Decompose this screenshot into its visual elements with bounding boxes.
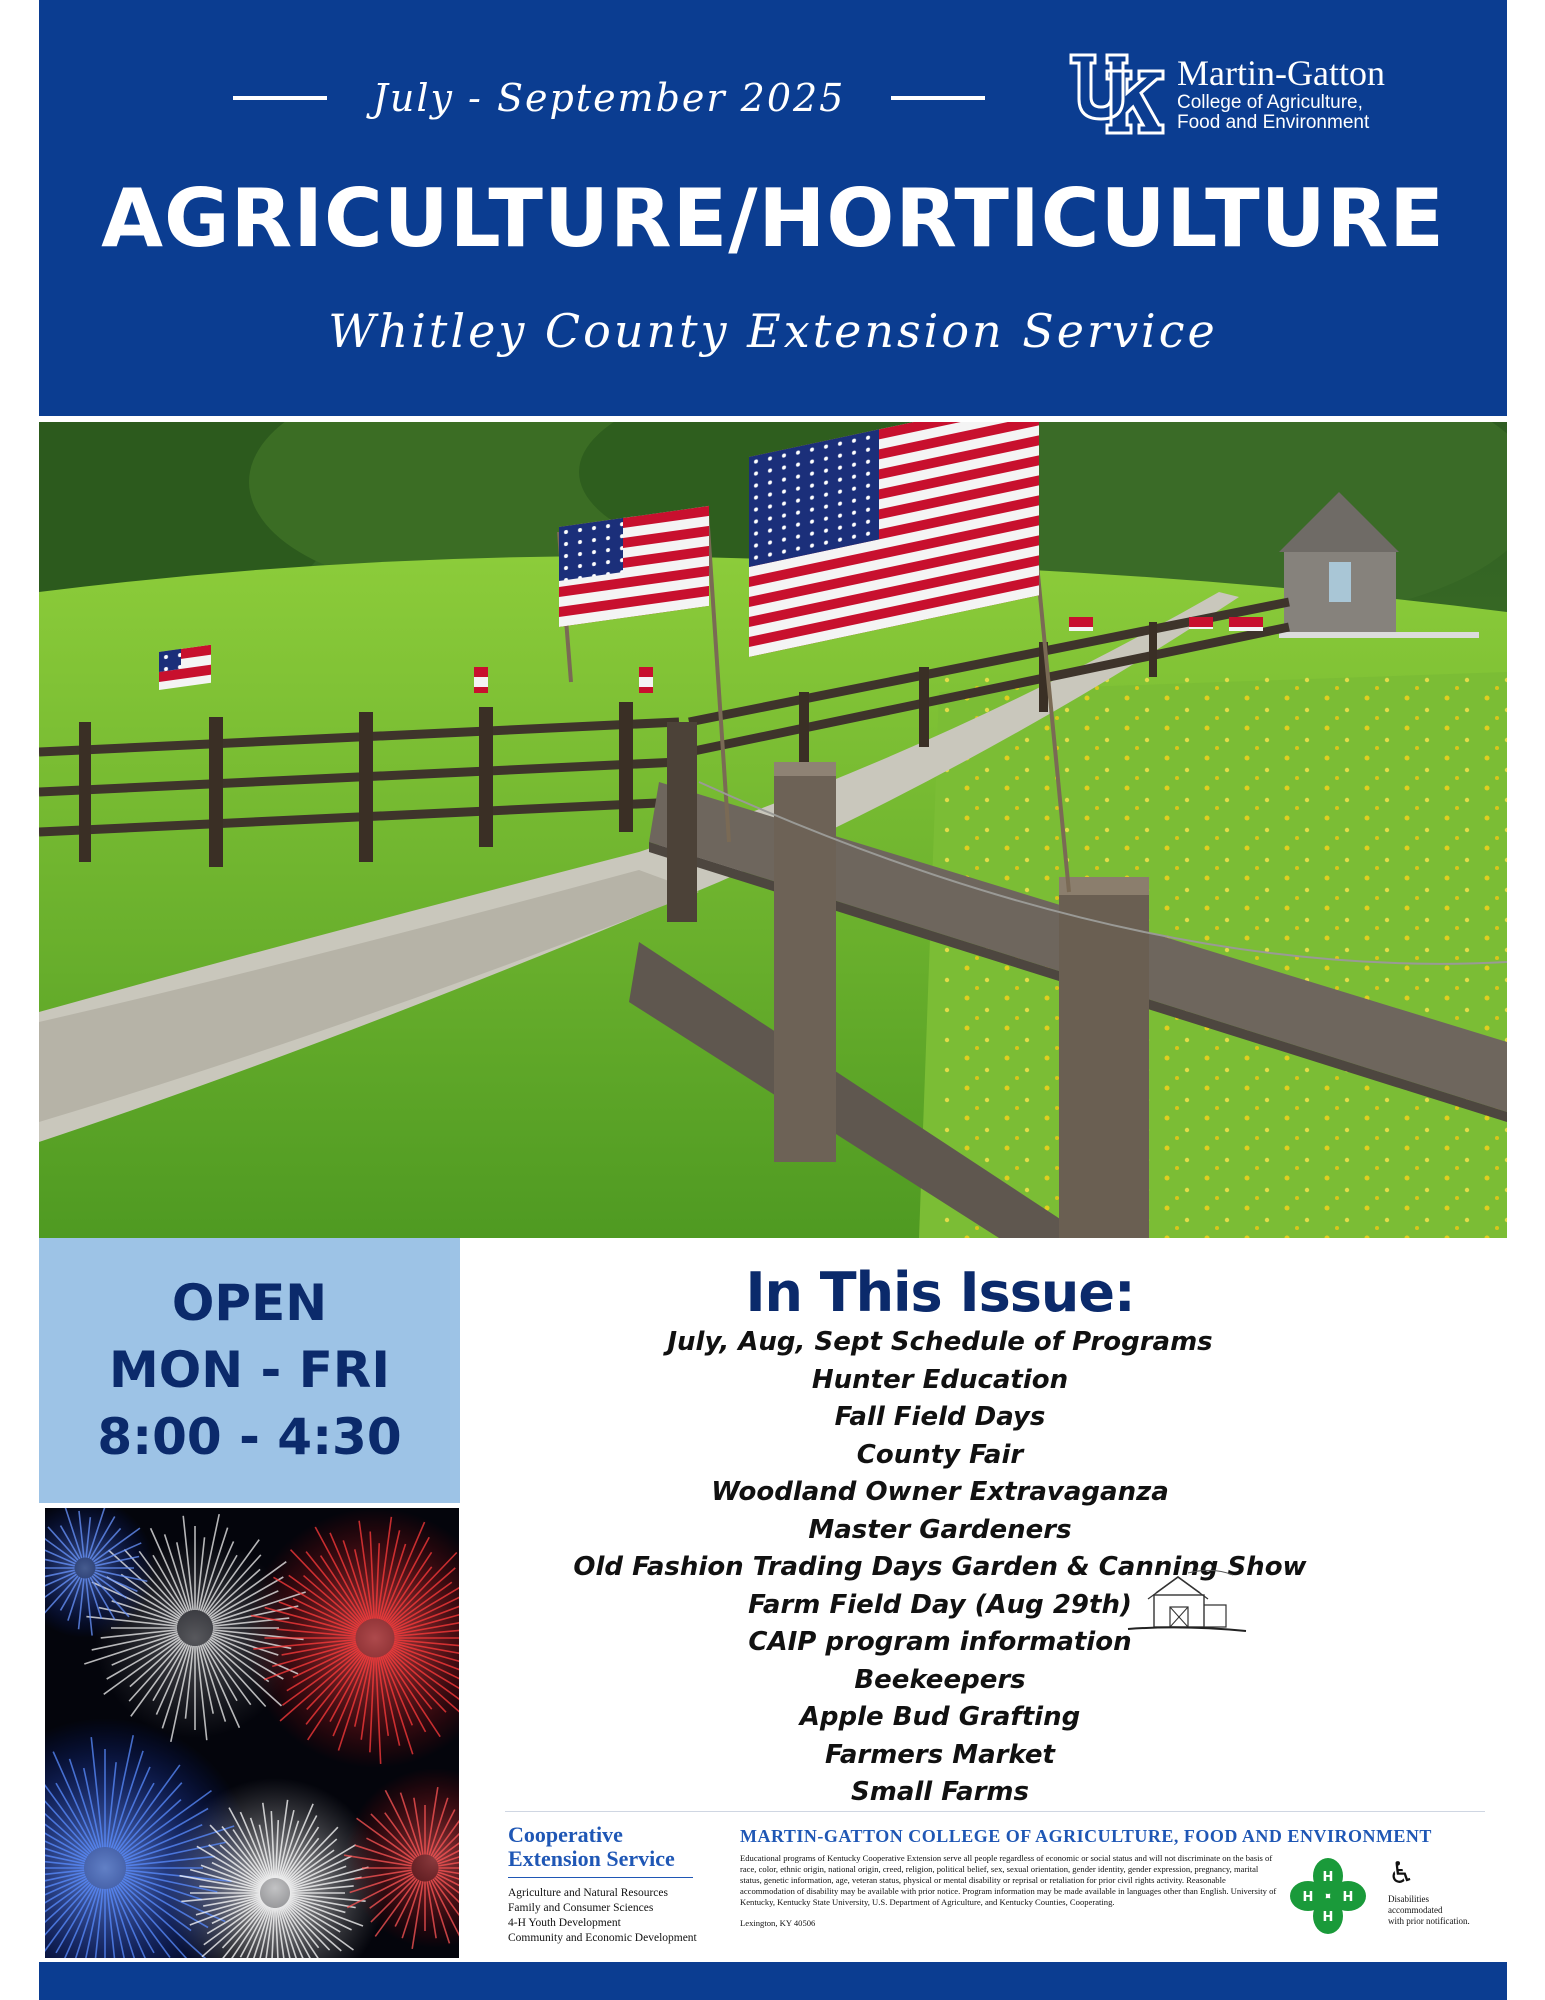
svg-text:H: H [1322,1910,1334,1925]
coop-program: 4-H Youth Development [508,1917,621,1929]
issue-item: Woodland Owner Extravaganza [711,1477,1169,1507]
issue-item: July, Aug, Sept Schedule of Programs [667,1327,1213,1357]
wheelchair-icon: ♿ [1388,1856,1415,1891]
issue-item: Apple Bud Grafting [799,1702,1081,1732]
issue-item: Master Gardeners [808,1514,1072,1545]
access-text-2: accommodated [1388,1905,1443,1915]
page-subtitle: Whitley County Extension Service [328,304,1218,358]
hours-time: 8:00 - 4:30 [97,1408,402,1466]
svg-text:H: H [1322,1870,1334,1885]
issue-item: CAIP program information [748,1627,1132,1657]
footer-divider [505,1811,1485,1812]
date-row [229,70,989,126]
coop-rule [508,1877,693,1878]
coop-program: Family and Consumer Sciences [508,1902,654,1914]
uk-logo-icon [1069,53,1165,135]
issue-item: Beekeepers [854,1664,1026,1695]
logo-line-1: College of Agriculture, [1177,91,1363,113]
coop-title-line-2: Extension Service [508,1846,675,1871]
fireworks-graphic [45,1508,459,1958]
svg-text:H: H [1302,1890,1314,1905]
bottom-strip [39,1962,1507,2000]
issue-item: Hunter Education [811,1364,1069,1395]
issue-item: Small Farms [851,1777,1029,1807]
office-hours-panel [39,1238,460,1503]
svg-text:H: H [1342,1890,1354,1905]
college-logo [1069,52,1489,136]
issue-item: Fall Field Days [834,1402,1046,1432]
issue-list [460,1324,1420,1812]
issue-item: Farmers Market [825,1739,1055,1770]
barn-sketch-icon [1118,1565,1248,1640]
hours-days: MON - FRI [109,1341,390,1399]
coop-title-line-1: Cooperative [508,1822,623,1847]
issue-item: County Fair [856,1439,1024,1470]
nondiscrimination-statement: Educational programs of Kentucky Cooperative Extension serve all people regardless of economic or social status and will not discriminate on the basis of race, color, ethnic origin, national origin, creed, religion, political belief, sex, sexual orientation, gender identity, gender expression, pregnancy, marital status, genetic information, age, veteran status, physical or mental disability or reprisal or retaliation for prior civil rights activity. Reasonable accommodation of disability may be available with prior notice. Program information may be made available in languages other than English. University of Kentucky, Kentucky State University, U.S. Department of Agriculture, and Kentucky Counties, Cooperating. [740,1853,1277,1907]
page-title: AGRICULTURE/HORTICULTURE [101,172,1445,265]
hours-open: OPEN [171,1274,328,1332]
issue-heading: In This Issue: [745,1261,1135,1324]
accessibility-note [1388,1858,1488,1927]
logo-text [1177,55,1385,133]
date-rule-right [891,96,985,100]
coop-program: Community and Economic Development [508,1932,697,1944]
coop-program: Agriculture and Natural Resources [508,1887,668,1899]
four-h-clover-icon [1288,1856,1368,1936]
issue-item: Farm Field Day (Aug 29th) [748,1589,1132,1620]
header-banner [39,0,1507,416]
in-this-issue [460,1262,1420,1812]
coop-extension-block [508,1823,708,1946]
date-rule-left [233,96,327,100]
issue-item: Old Fashion Trading Days Garden & Canning Show [573,1552,1307,1582]
college-title: MARTIN-GATTON COLLEGE OF AGRICULTURE, FOOD AND ENVIRONMENT [740,1826,1432,1846]
fireworks-image [45,1508,459,1958]
date-range: July - September 2025 [372,76,846,120]
college-address: Lexington, KY 40506 [740,1918,816,1928]
logo-name: Martin-Gatton [1177,53,1385,94]
access-text-3: with prior notification. [1388,1916,1470,1926]
access-text-1: Disabilities [1388,1894,1429,1904]
farm-fence-flags-image [39,422,1507,1238]
logo-line-2: Food and Environment [1177,111,1370,133]
hero-photo [39,422,1507,1238]
